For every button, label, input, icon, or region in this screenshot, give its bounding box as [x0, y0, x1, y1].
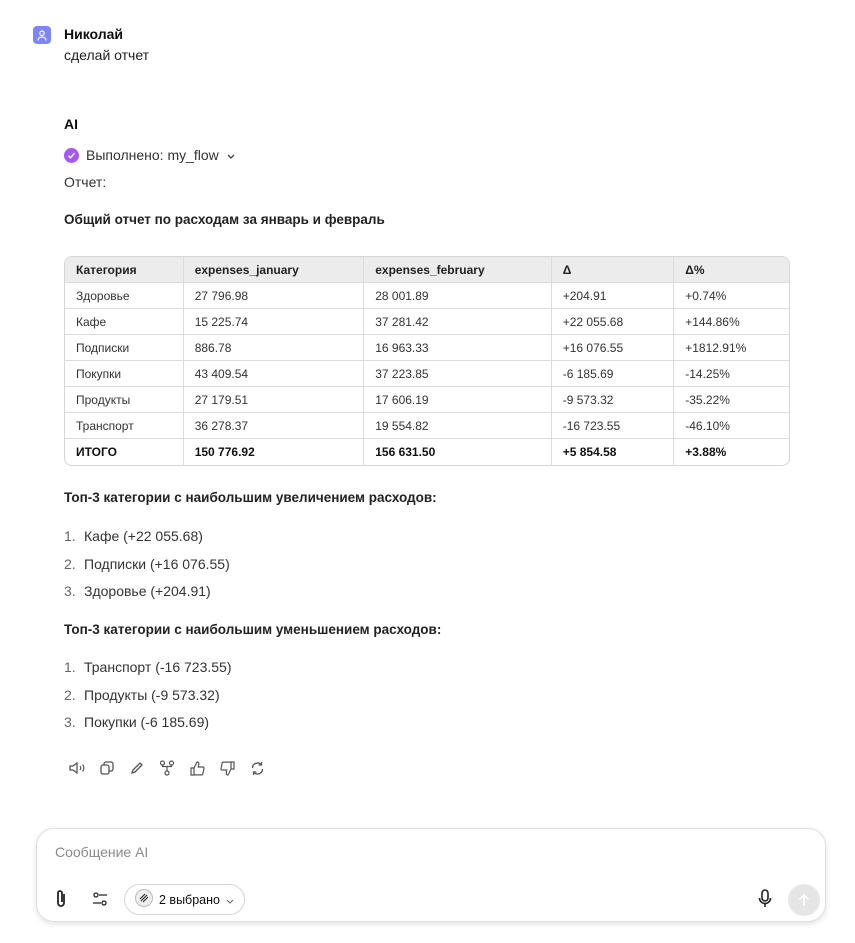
list-number: 1. [64, 528, 76, 544]
settings-sliders-icon[interactable] [88, 887, 112, 911]
table-cell: Кафе [65, 309, 184, 335]
table-cell: 150 776.92 [184, 439, 365, 465]
table-cell: +0.74% [674, 283, 789, 309]
list-number: 2. [64, 686, 76, 703]
arrow-up-icon [798, 893, 810, 907]
increase-list [64, 528, 230, 611]
table-cell: -46.10% [674, 413, 789, 439]
table-cell: +5 854.58 [552, 439, 675, 465]
table-cell: +144.86% [674, 309, 789, 335]
table-cell: Транспорт [65, 413, 184, 439]
increase-heading: Топ-3 категории с наибольшим увеличением расходов: [64, 490, 437, 505]
chevron-down-icon [226, 147, 236, 163]
table-header-row [65, 257, 789, 283]
edit-icon[interactable] [128, 759, 146, 777]
list-item [64, 687, 232, 715]
list-item-text: Покупки (-6 185.69) [84, 714, 210, 730]
table-cell: ИТОГО [65, 439, 184, 465]
table-cell: 156 631.50 [364, 439, 552, 465]
message-composer [36, 828, 826, 922]
table-row [65, 335, 789, 361]
list-item-text: Подписки (+16 076.55) [84, 555, 230, 572]
table-cell: +1812.91% [674, 335, 789, 361]
column-header: Δ% [674, 257, 789, 283]
table-cell: -9 573.32 [552, 387, 675, 413]
table-cell: Покупки [65, 361, 184, 387]
list-item [64, 556, 230, 584]
table-cell: 27 179.51 [184, 387, 365, 413]
regenerate-icon[interactable] [248, 759, 266, 777]
list-number: 3. [64, 583, 76, 599]
table-row [65, 309, 789, 335]
report-title: Общий отчет по расходам за январь и февраль [64, 212, 385, 227]
message-input[interactable]: Сообщение AI [55, 844, 149, 860]
thumbs-up-icon[interactable] [188, 759, 206, 777]
user-icon [37, 30, 47, 41]
table-cell: Продукты [65, 387, 184, 413]
table-cell: +3.88% [685, 445, 727, 459]
report-intro: Отчет: [64, 174, 107, 190]
list-number: 2. [64, 555, 76, 572]
table-row [65, 361, 789, 387]
list-item-text: Кафе (+22 055.68) [84, 528, 203, 544]
user-message: сделай отчет [64, 47, 150, 63]
table-cell: 36 278.37 [184, 413, 365, 439]
table-cell: -6 185.69 [552, 361, 675, 387]
table-cell: -35.22% [674, 387, 789, 413]
fork-icon[interactable] [158, 759, 176, 777]
flow-status-label: Выполнено: my_flow [86, 147, 219, 163]
table-cell: 37 281.42 [364, 309, 552, 335]
column-header: Категория [65, 257, 184, 283]
tools-selector[interactable] [124, 884, 245, 915]
list-item [64, 583, 230, 611]
table-cell: 43 409.54 [184, 361, 365, 387]
list-item [64, 528, 230, 556]
table-cell: +16 076.55 [552, 335, 675, 361]
table-cell: 16 963.33 [364, 335, 552, 361]
thumbs-down-icon[interactable] [218, 759, 236, 777]
send-button[interactable] [788, 884, 820, 916]
flow-status-toggle[interactable] [64, 147, 236, 163]
column-header: expenses_february [364, 257, 552, 283]
table-row [65, 413, 789, 439]
column-header: Δ [552, 257, 675, 283]
user-name: Николай [64, 26, 124, 42]
tools-icon [135, 889, 153, 910]
table-row [65, 387, 789, 413]
table-cell: Подписки [65, 335, 184, 361]
expenses-table [64, 256, 790, 466]
table-cell: 886.78 [184, 335, 365, 361]
column-header: expenses_january [184, 257, 365, 283]
table-cell: Здоровье [65, 283, 184, 309]
list-item-text: Транспорт (-16 723.55) [84, 659, 232, 675]
table-cell: 27 796.98 [184, 283, 365, 309]
chevron-down-icon [226, 893, 234, 907]
message-actions [68, 759, 266, 777]
table-row [65, 283, 789, 309]
check-icon [64, 148, 79, 163]
table-cell: +204.91 [552, 283, 675, 309]
list-item-text: Здоровье (+204.91) [84, 583, 211, 599]
list-number: 1. [64, 659, 76, 675]
ai-name: AI [64, 116, 78, 132]
total-row [65, 439, 789, 465]
list-number: 3. [64, 714, 76, 730]
attach-icon[interactable] [49, 887, 73, 911]
decrease-heading: Топ-3 категории с наибольшим уменьшением расходов: [64, 622, 442, 637]
table-cell: -14.25% [674, 361, 789, 387]
table-cell: +22 055.68 [552, 309, 675, 335]
list-item [64, 714, 232, 742]
table-cell: 28 001.89 [364, 283, 552, 309]
list-item [64, 659, 232, 687]
read-aloud-icon[interactable] [68, 759, 86, 777]
table-cell: 37 223.85 [364, 361, 552, 387]
table-cell: 15 225.74 [184, 309, 365, 335]
microphone-icon[interactable] [753, 887, 777, 911]
table-cell: -16 723.55 [552, 413, 675, 439]
table-cell: 19 554.82 [364, 413, 552, 439]
list-item-text: Продукты (-9 573.32) [84, 686, 220, 703]
decrease-list [64, 659, 232, 742]
table-cell: 17 606.19 [364, 387, 552, 413]
tools-selected-label: 2 выбрано [159, 892, 220, 907]
copy-icon[interactable] [98, 759, 116, 777]
user-avatar [33, 26, 51, 44]
